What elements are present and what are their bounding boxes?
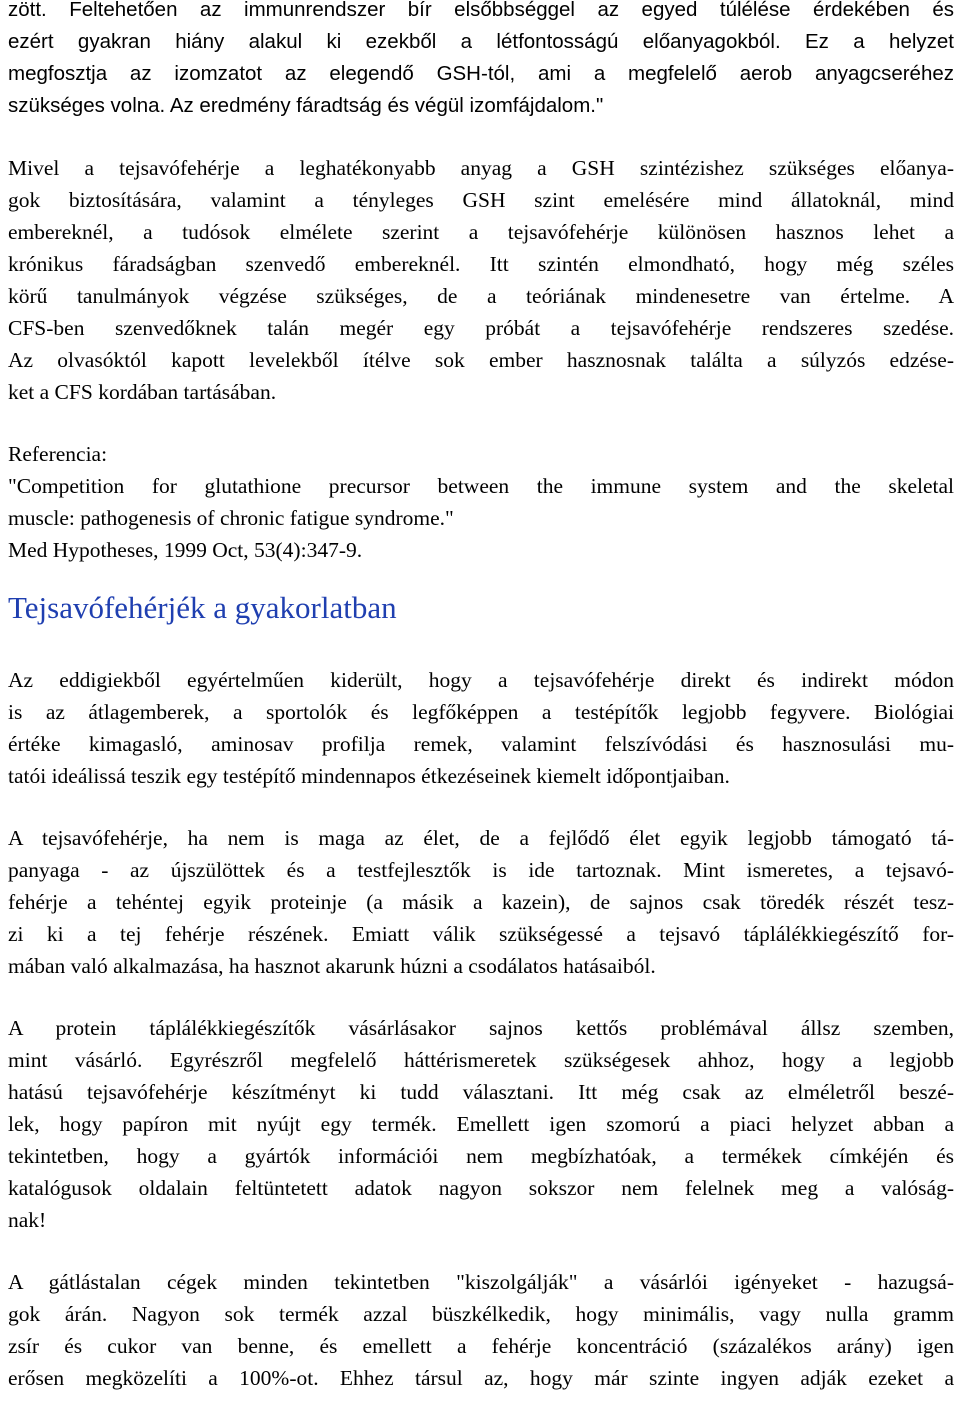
text-line: embereknél, a tudósok elmélete szerint a tejsavófehérje különösen hasznos lehet a	[8, 220, 954, 244]
section-heading: Tejsavófehérjék a gyakorlatban	[8, 590, 397, 625]
text-line: ezért gyakran hiány alakul ki ezekből a létfontosságú előanyagokból. Ez a helyzet	[8, 30, 954, 53]
text-line: gok biztosítására, valamint a tényleges GSH szint emelésére mind állatoknál, mind	[8, 188, 954, 212]
text-line: zi ki a tej fehérje részének. Emiatt válik szükségessé a tejsavó táplálékkiegészítő for-	[8, 922, 954, 946]
text-line: Mivel a tejsavófehérje a leghatékonyabb anyag a GSH szintézishez szükséges előanya-	[8, 156, 954, 180]
text-line: gok árán. Nagyon sok termék azzal büszkélkedik, hogy minimális, vagy nulla gramm	[8, 1302, 954, 1326]
text-line: erősen megközelíti a 100%-ot. Ehhez társul az, hogy már szinte ingyen adják ezeket a	[8, 1366, 954, 1390]
paragraph-4	[8, 1266, 954, 1394]
paragraph-3	[8, 1012, 954, 1236]
reference-label: Referencia:	[8, 442, 108, 466]
whey-gsh-paragraph	[8, 152, 954, 408]
text-line: szükséges volna. Az eredmény fáradtság és végül izomfájdalom."	[8, 94, 604, 117]
text-line: körű tanulmányok végzése szükséges, de a teóriának mindenesetre van értelme. A	[8, 284, 954, 308]
text-line: panyaga - az újszülöttek és a testfejlesztők is ide tartoznak. Mint ismeretes, a tejsavó-	[8, 858, 954, 882]
text-line: krónikus fáradságban szenvedő embereknél. Itt szintén elmondható, hogy még széles	[8, 252, 954, 276]
text-line: tatói ideálissá teszik egy testépítő mindennapos étkezéseinek kiemelt időpontjaiban.	[8, 764, 730, 788]
text-line: mában való alkalmazása, ha hasznot akarunk húzni a csodálatos hatásaiból.	[8, 954, 656, 978]
text-line: zött. Feltehetően az immunrendszer bír elsőbbséggel az egyed túlélése érdekében és	[8, 0, 954, 21]
text-line: Az olvasóktól kapott levelekből ítélve sok ember hasznosnak találta a súlyzós edzése-	[8, 348, 954, 372]
text-line: nak!	[8, 1208, 47, 1232]
text-line: A protein táplálékkiegészítők vásárlásakor sajnos kettős problémával állsz szemben,	[8, 1016, 954, 1040]
text-line: CFS-ben szenvedőknek talán megér egy próbát a tejsavófehérje rendszeres szedése.	[8, 316, 954, 340]
text-line: is az átlagemberek, a sportolók és legfőképpen a testépítők legjobb fegyvere. Biológiai	[8, 700, 954, 724]
paragraph-1	[8, 664, 954, 792]
text-line: megfosztja az izomzatot az elegendő GSH-tól, ami a megfelelő aerob anyagcseréhez	[8, 62, 954, 85]
text-line: Az eddigiekből egyértelműen kiderült, hogy a tejsavófehérje direkt és indirekt módon	[8, 668, 954, 692]
reference-title-line: muscle: pathogenesis of chronic fatigue syndrome."	[8, 506, 454, 530]
paragraph-2	[8, 822, 954, 982]
text-line: tekintetben, hogy a gyártók információi nem megbízhatóak, a termékek címkéjén és	[8, 1144, 954, 1168]
text-line: fehérje a tehéntej egyik proteinje (a másik a kazein), de sajnos csak töredék részét tesz-	[8, 890, 954, 914]
text-line: értéke kimagasló, aminosav profilja remek, valamint felszívódási és hasznosulási mu-	[8, 732, 954, 756]
text-line: A gátlástalan cégek minden tekintetben "kiszolgálják" a vásárlói igényeket - hazugsá-	[8, 1270, 954, 1294]
document-page	[8, 0, 954, 1394]
intro-paragraph	[8, 0, 954, 122]
text-line: zsír és cukor van benne, és emellett a fehérje koncentráció (százalékos arány) igen	[8, 1334, 954, 1358]
text-line: hatású tejsavófehérje készítményt ki tudd választani. Itt még csak az elméletről beszé-	[8, 1080, 954, 1104]
text-line: A tejsavófehérje, ha nem is maga az élet, de a fejlődő élet egyik legjobb támogató tá-	[8, 826, 954, 850]
reference-citation: Med Hypotheses, 1999 Oct, 53(4):347-9.	[8, 538, 363, 562]
text-line: lek, hogy papíron mit nyújt egy termék. Emellett igen szomorú a piaci helyzet abban a	[8, 1112, 954, 1136]
text-line: mint vásárló. Egyrészről megfelelő háttérismeretek szükségesek ahhoz, hogy a legjobb	[8, 1048, 954, 1072]
reference-block	[8, 438, 954, 566]
reference-title-line: "Competition for glutathione precursor between the immune system and the skeletal	[8, 474, 954, 498]
text-line: katalógusok oldalain feltüntetett adatok nagyon sokszor nem felelnek meg a valóság-	[8, 1176, 954, 1200]
text-line: ket a CFS kordában tartásában.	[8, 380, 277, 404]
